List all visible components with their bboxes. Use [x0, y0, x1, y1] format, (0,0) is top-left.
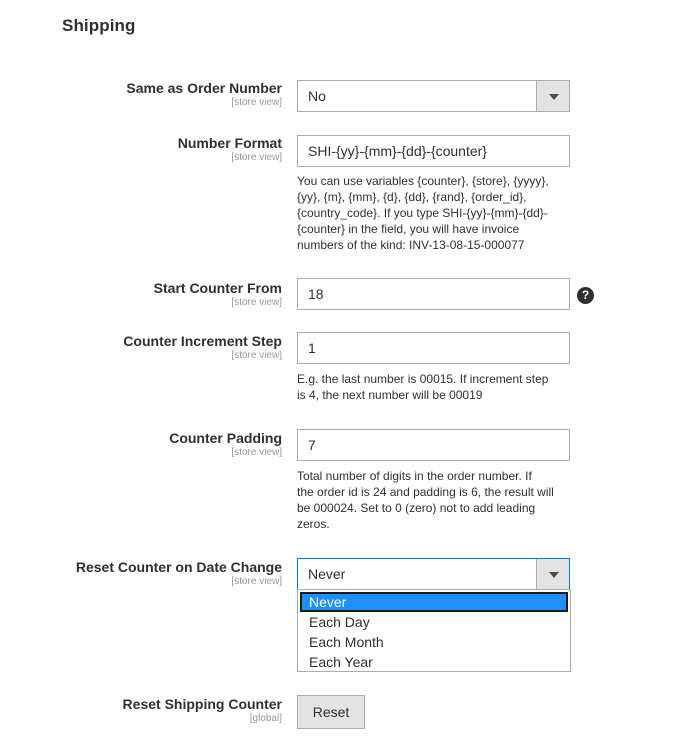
reset-on-date-label: Reset Counter on Date Change — [75, 559, 282, 575]
padding-note-line: zeros. — [297, 517, 330, 531]
number-format-note-line: {counter} in the field, you will have invoice — [297, 222, 520, 236]
same-as-order-label: Same as Order Number — [126, 80, 282, 96]
same-as-order-select[interactable] — [297, 80, 570, 112]
padding-value: 7 — [308, 437, 316, 453]
padding-note-line: the order id is 24 and padding is 6, the result will — [297, 485, 554, 499]
padding-note-line: Total number of digits in the order number. If — [297, 469, 532, 483]
chevron-down-icon[interactable] — [536, 559, 569, 589]
padding-note-line: be 000024. Set to 0 (zero) not to add leading — [297, 501, 536, 515]
number-format-note-line: {country_code}. If you type SHI-{yy}-{mm}-{dd}- — [297, 206, 548, 220]
increment-step-label: Counter Increment Step — [123, 333, 282, 349]
number-format-note-line: You can use variables {counter}, {store}, {yyyy}, — [297, 174, 549, 188]
start-counter-label: Start Counter From — [153, 280, 282, 296]
number-format-note-line: numbers of the kind: INV-13-08-15-000077 — [297, 238, 525, 252]
reset-counter-scope: [global] — [249, 713, 282, 724]
reset-counter-label: Reset Shipping Counter — [122, 696, 282, 712]
dropdown-option-each-day[interactable]: Each Day — [309, 614, 370, 630]
number-format-scope: [store view] — [231, 152, 282, 163]
reset-on-date-scope: [store view] — [231, 576, 282, 587]
section-title: Shipping — [62, 16, 136, 35]
dropdown-option-each-month[interactable]: Each Month — [309, 634, 384, 650]
number-format-label: Number Format — [177, 135, 282, 151]
increment-step-note-line: E.g. the last number is 00015. If increment step — [297, 372, 549, 386]
start-counter-scope: [store view] — [231, 297, 282, 308]
padding-input[interactable] — [297, 429, 570, 461]
number-format-input[interactable] — [297, 135, 570, 167]
increment-step-note — [297, 371, 572, 403]
increment-step-value: 1 — [308, 340, 316, 356]
padding-scope: [store view] — [231, 447, 282, 458]
reset-button[interactable]: Reset — [297, 695, 365, 729]
same-as-order-value: No — [308, 88, 326, 104]
padding-label: Counter Padding — [169, 430, 282, 446]
number-format-note — [297, 173, 572, 253]
increment-step-note-line: is 4, the next number will be 00019 — [297, 388, 483, 402]
number-format-note-line: {yy}, {m}, {mm}, {d}, {dd}, {rand}, {order_id}, — [297, 190, 527, 204]
start-counter-value: 18 — [308, 286, 324, 302]
chevron-down-icon[interactable] — [536, 81, 569, 111]
increment-step-scope: [store view] — [231, 350, 282, 361]
dropdown-option-each-year[interactable]: Each Year — [309, 654, 373, 670]
same-as-order-scope: [store view] — [231, 97, 282, 108]
reset-on-date-dropdown — [297, 589, 571, 672]
number-format-value: SHI-{yy}-{mm}-{dd}-{counter} — [308, 143, 487, 159]
padding-note — [297, 468, 572, 532]
help-icon[interactable]: ? — [577, 287, 594, 304]
reset-on-date-value: Never — [308, 566, 346, 582]
reset-on-date-select[interactable] — [297, 558, 570, 590]
increment-step-input[interactable] — [297, 332, 570, 364]
start-counter-input[interactable] — [297, 278, 570, 310]
dropdown-option-never[interactable]: Never — [300, 592, 568, 612]
